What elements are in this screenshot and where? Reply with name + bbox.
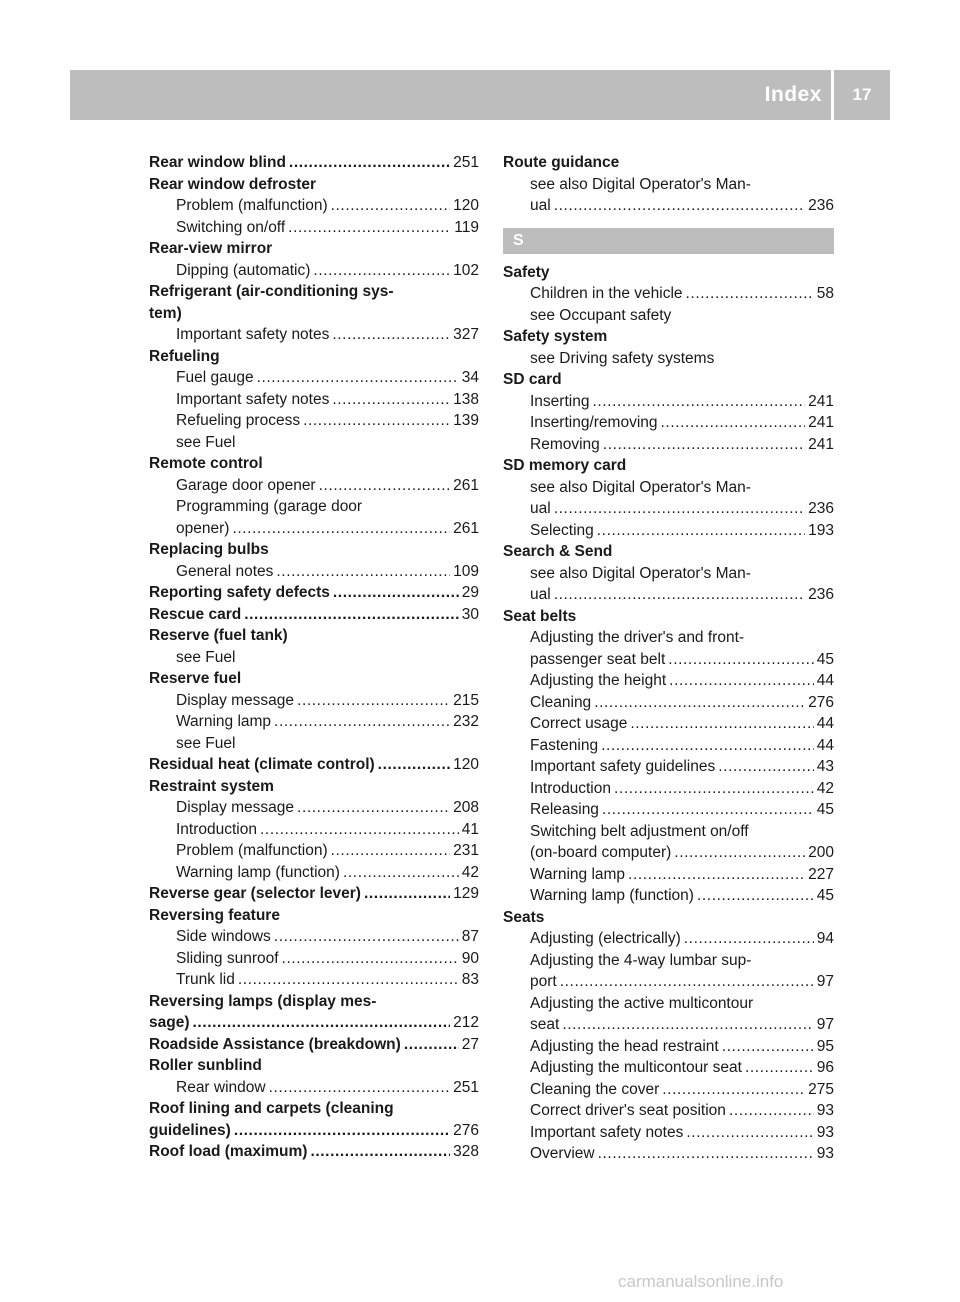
page-reference: 119 <box>454 218 479 236</box>
entry-text: Reverse gear (selector lever) <box>149 885 361 902</box>
page-reference: 41 <box>461 820 479 838</box>
index-entry <box>503 498 834 520</box>
index-entry <box>149 367 479 389</box>
page-reference: 95 <box>816 1037 834 1055</box>
index-entry <box>149 324 479 346</box>
page-reference: 44 <box>816 715 834 732</box>
index-heading: tem) <box>149 304 182 322</box>
page-reference: 97 <box>816 973 834 990</box>
page-reference: 327 <box>453 326 479 343</box>
index-entry <box>503 1079 834 1101</box>
page-reference: 261 <box>453 519 479 537</box>
index-heading: Reversing lamps (display mes- <box>149 992 377 1010</box>
index-entry: see also Digital Operator's Man- <box>530 175 751 193</box>
leader-dots <box>310 1141 450 1163</box>
page-reference: 193 <box>808 521 834 539</box>
index-heading <box>149 754 479 776</box>
index-entry: Adjusting the 4-way lumbar sup- <box>530 951 752 969</box>
index-entry <box>503 713 834 735</box>
leader-dots <box>274 926 459 948</box>
index-entry <box>149 690 479 712</box>
entry-text: Sliding sunroof <box>176 949 279 967</box>
leader-dots <box>274 711 450 733</box>
index-heading: Reserve (fuel tank) <box>149 627 288 644</box>
index-heading: SD memory card <box>503 457 627 474</box>
index-entry <box>149 389 479 411</box>
entry-text: Trunk lid <box>176 971 235 988</box>
index-column-left <box>149 152 479 1163</box>
index-entry <box>149 410 479 432</box>
index-heading <box>149 1141 479 1163</box>
leader-dots <box>257 367 459 389</box>
entry-text: Reporting safety defects <box>149 584 330 601</box>
leader-dots <box>193 1012 451 1034</box>
entry-text: Important safety notes <box>176 390 330 408</box>
leader-dots <box>364 883 450 905</box>
index-entry: see Fuel <box>176 433 236 451</box>
index-entry <box>149 475 479 497</box>
leader-dots <box>554 584 805 606</box>
entry-text: Residual heat (climate control) <box>149 756 375 773</box>
page-reference: 90 <box>461 949 479 967</box>
entry-text: guidelines) <box>149 1121 231 1139</box>
entry-text: Problem (malfunction) <box>176 842 328 859</box>
index-heading <box>149 1012 479 1034</box>
index-entry <box>149 260 479 282</box>
entry-text: Important safety notes <box>176 326 330 343</box>
index-entry <box>503 434 834 456</box>
page-reference: 44 <box>816 736 834 754</box>
index-entry <box>503 928 834 950</box>
entry-text: Correct driver's seat position <box>530 1102 726 1119</box>
leader-dots <box>598 1143 814 1165</box>
page-reference: 129 <box>453 885 479 902</box>
index-entry <box>503 1057 834 1079</box>
index-entry <box>503 391 834 413</box>
page-reference: 232 <box>453 713 479 730</box>
entry-text: Warning lamp (function) <box>530 887 694 904</box>
leader-dots <box>343 862 459 884</box>
index-heading: Reversing feature <box>149 906 280 924</box>
leader-dots <box>601 735 814 757</box>
page-reference: 93 <box>816 1145 834 1162</box>
leader-dots <box>597 520 805 542</box>
leader-dots <box>297 690 450 712</box>
header-title: Index <box>764 83 822 106</box>
index-heading <box>149 883 479 905</box>
page-reference: 34 <box>461 369 479 386</box>
entry-text: Correct usage <box>530 715 628 732</box>
leader-dots <box>661 412 806 434</box>
index-entry <box>503 1036 834 1058</box>
page-reference: 109 <box>453 562 479 580</box>
page-reference: 93 <box>816 1102 834 1119</box>
leader-dots <box>303 410 450 432</box>
leader-dots <box>614 778 814 800</box>
entry-text: (on-board computer) <box>530 844 672 861</box>
index-heading <box>149 152 479 174</box>
page-reference: 44 <box>816 672 834 689</box>
entry-text: Fuel gauge <box>176 369 254 386</box>
leader-dots <box>260 819 459 841</box>
page-reference: 236 <box>808 500 834 517</box>
index-heading <box>149 604 479 626</box>
index-entry: Adjusting the active multicontour <box>530 994 754 1012</box>
leader-dots <box>554 498 805 520</box>
leader-dots <box>282 948 459 970</box>
index-heading: Route guidance <box>503 154 620 171</box>
index-entry <box>503 283 834 305</box>
page-reference: 261 <box>453 476 479 494</box>
index-entry <box>503 1122 834 1144</box>
index-entry <box>503 520 834 542</box>
page-number: 17 <box>852 85 872 104</box>
page-reference: 138 <box>453 390 479 408</box>
entry-text: ual <box>530 500 551 517</box>
entry-text: Display message <box>176 691 295 709</box>
entry-text: passenger seat belt <box>530 650 666 668</box>
page-reference: 94 <box>816 930 834 947</box>
leader-dots <box>668 649 813 671</box>
leader-dots <box>662 1079 805 1101</box>
index-entry: see Occupant safety <box>530 306 672 324</box>
page-reference: 45 <box>816 650 834 668</box>
entry-text: Important safety guidelines <box>530 758 716 775</box>
index-entry <box>149 797 479 819</box>
leader-dots <box>238 969 459 991</box>
page-reference: 275 <box>808 1080 834 1098</box>
page-reference: 276 <box>453 1121 479 1139</box>
index-entry <box>149 518 479 540</box>
index-entry <box>503 799 834 821</box>
page-reference: 276 <box>808 693 834 711</box>
entry-text: Garage door opener <box>176 476 316 494</box>
index-heading: Search & Send <box>503 543 613 560</box>
index-heading: Rear-view mirror <box>149 240 273 257</box>
page-reference: 43 <box>816 758 834 775</box>
leader-dots <box>332 324 450 346</box>
page-reference: 96 <box>816 1059 834 1076</box>
leader-dots <box>554 195 805 217</box>
index-entry <box>503 1143 834 1165</box>
page-reference: 42 <box>461 863 479 881</box>
page-reference: 139 <box>453 412 479 429</box>
index-heading <box>149 1120 479 1142</box>
leader-dots <box>333 582 459 604</box>
index-entry: see also Digital Operator's Man- <box>530 564 751 582</box>
entry-text: Cleaning <box>530 693 592 711</box>
index-entry <box>503 1014 834 1036</box>
entry-text: Adjusting the head restraint <box>530 1037 719 1055</box>
index-heading: Seats <box>503 908 545 926</box>
leader-dots <box>276 561 450 583</box>
entry-text: Inserting/removing <box>530 414 658 431</box>
leader-dots <box>628 864 805 886</box>
page-reference: 45 <box>816 801 834 818</box>
page-reference: 27 <box>461 1035 479 1053</box>
index-entry <box>503 670 834 692</box>
leader-dots <box>630 713 813 735</box>
leader-dots <box>697 885 814 907</box>
leader-dots <box>319 475 451 497</box>
page-reference: 58 <box>816 285 834 302</box>
index-entry <box>503 756 834 778</box>
entry-text: Cleaning the cover <box>530 1080 660 1098</box>
leader-dots <box>686 1122 813 1144</box>
index-entry <box>503 735 834 757</box>
page-reference: 93 <box>816 1123 834 1141</box>
page-reference: 42 <box>816 779 834 797</box>
page-header <box>70 70 890 120</box>
entry-text: ual <box>530 586 551 603</box>
leader-dots <box>674 842 805 864</box>
entry-text: Rescue card <box>149 605 242 623</box>
leader-dots <box>684 928 814 950</box>
entry-text: port <box>530 973 557 990</box>
index-entry <box>149 561 479 583</box>
entry-text: Fastening <box>530 736 599 754</box>
page-reference: 208 <box>453 799 479 816</box>
page-reference: 29 <box>461 584 479 601</box>
index-entry <box>503 649 834 671</box>
entry-text: General notes <box>176 562 274 580</box>
leader-dots <box>313 260 450 282</box>
page-reference: 215 <box>453 691 479 709</box>
entry-text: Adjusting the multicontour seat <box>530 1059 742 1076</box>
index-heading: Restraint system <box>149 777 274 795</box>
index-entry <box>503 864 834 886</box>
page-reference: 30 <box>461 605 479 623</box>
index-entry: see Driving safety systems <box>530 349 715 367</box>
index-heading: Replacing bulbs <box>149 541 269 558</box>
index-heading: Seat belts <box>503 607 577 625</box>
entry-text: Overview <box>530 1145 595 1162</box>
index-heading: SD card <box>503 371 562 388</box>
entry-text: Warning lamp <box>530 865 626 883</box>
index-heading: Refueling <box>149 347 220 365</box>
page-reference: 236 <box>808 586 834 603</box>
entry-text: Introduction <box>176 820 257 838</box>
entry-text: Introduction <box>530 779 611 797</box>
entry-text: Inserting <box>530 392 590 410</box>
leader-dots <box>594 692 805 714</box>
entry-text: Side windows <box>176 928 271 945</box>
leader-dots <box>404 1034 459 1056</box>
entry-text: Problem (malfunction) <box>176 197 328 214</box>
index-column-right <box>503 152 834 1165</box>
entry-text: opener) <box>176 519 230 537</box>
entry-text: Children in the vehicle <box>530 285 683 302</box>
index-entry <box>149 1077 479 1099</box>
entry-text: Display message <box>176 799 295 816</box>
entry-text: Selecting <box>530 521 594 539</box>
leader-dots <box>297 797 450 819</box>
index-heading: Roof lining and carpets (cleaning <box>149 1100 394 1117</box>
entry-text: ual <box>530 197 551 214</box>
entry-text: Releasing <box>530 801 599 818</box>
index-heading: Refrigerant (air-conditioning sys- <box>149 283 394 300</box>
index-heading <box>149 582 479 604</box>
page-reference: 120 <box>453 756 479 773</box>
leader-dots <box>562 1014 813 1036</box>
page-reference: 87 <box>461 928 479 945</box>
leader-dots <box>232 518 450 540</box>
entry-text: Warning lamp (function) <box>176 863 340 881</box>
entry-text: Roof load (maximum) <box>149 1143 308 1160</box>
leader-dots <box>669 670 814 692</box>
leader-dots <box>718 756 814 778</box>
entry-text: Adjusting the height <box>530 672 667 689</box>
index-entry <box>503 778 834 800</box>
page-reference: 328 <box>453 1143 479 1160</box>
index-entry <box>149 840 479 862</box>
index-entry <box>149 711 479 733</box>
page-reference: 236 <box>808 197 834 214</box>
index-entry: see Fuel <box>176 734 236 752</box>
leader-dots <box>603 434 805 456</box>
watermark: carmanualsonline.info <box>618 1272 784 1291</box>
index-entry <box>149 217 479 239</box>
entry-text: Adjusting (electrically) <box>530 930 681 947</box>
index-heading: Roller sunblind <box>149 1057 262 1074</box>
entry-text: Rear window <box>176 1078 266 1096</box>
page-reference: 227 <box>808 865 834 883</box>
entry-text: Important safety notes <box>530 1123 684 1141</box>
page-reference: 241 <box>808 414 834 431</box>
page-reference: 97 <box>816 1016 834 1033</box>
leader-dots <box>592 391 805 413</box>
page-reference: 241 <box>808 435 834 453</box>
index-entry: see also Digital Operator's Man- <box>530 478 751 496</box>
index-heading: Rear window defroster <box>149 175 317 193</box>
leader-dots <box>288 217 451 239</box>
page-reference: 251 <box>453 154 479 171</box>
entry-text: Roadside Assistance (breakdown) <box>149 1035 401 1053</box>
index-entry <box>149 862 479 884</box>
leader-dots <box>686 283 814 305</box>
index-entry <box>149 195 479 217</box>
index-heading: Reserve fuel <box>149 670 242 687</box>
entry-text: Switching on/off <box>176 218 286 236</box>
index-entry: Adjusting the driver's and front- <box>530 629 745 646</box>
entry-text: Warning lamp <box>176 713 272 730</box>
index-entry <box>503 692 834 714</box>
index-entry <box>503 885 834 907</box>
page-reference: 212 <box>453 1014 479 1031</box>
index-entry <box>503 971 834 993</box>
leader-dots <box>244 604 459 626</box>
index-entry <box>149 969 479 991</box>
page-reference: 83 <box>461 971 479 988</box>
index-entry: Switching belt adjustment on/off <box>530 822 749 840</box>
section-letter-bar: S <box>503 228 834 254</box>
leader-dots <box>378 754 450 776</box>
index-entry <box>503 412 834 434</box>
index-group-route <box>503 152 834 217</box>
index-entry <box>149 819 479 841</box>
page-reference: 45 <box>816 887 834 904</box>
page-reference: 120 <box>453 197 479 214</box>
index-entry: see Fuel <box>176 648 236 666</box>
entry-text: Refueling process <box>176 412 301 429</box>
index-entry <box>149 926 479 948</box>
index-entry: Programming (garage door <box>176 498 363 515</box>
index-entry <box>149 948 479 970</box>
page-reference: 241 <box>808 392 834 410</box>
entry-text: Rear window blind <box>149 154 286 171</box>
index-entry <box>503 842 834 864</box>
index-group-s <box>503 262 834 1165</box>
leader-dots <box>602 799 814 821</box>
index-entry <box>503 1100 834 1122</box>
index-heading <box>149 1034 479 1056</box>
entry-text: sage) <box>149 1014 190 1031</box>
entry-text: Removing <box>530 435 600 453</box>
leader-dots <box>722 1036 814 1058</box>
leader-dots <box>331 840 451 862</box>
entry-text: seat <box>530 1016 560 1033</box>
leader-dots <box>234 1120 450 1142</box>
page-reference: 102 <box>453 261 479 279</box>
index-entry <box>503 584 834 606</box>
index-heading: Safety system <box>503 328 608 345</box>
entry-text: Dipping (automatic) <box>176 261 311 279</box>
leader-dots <box>269 1077 451 1099</box>
leader-dots <box>729 1100 814 1122</box>
page-reference: 200 <box>808 844 834 861</box>
leader-dots <box>332 389 450 411</box>
leader-dots <box>745 1057 814 1079</box>
index-heading: Remote control <box>149 455 263 472</box>
index-entry <box>503 195 834 217</box>
leader-dots <box>331 195 451 217</box>
index-heading: Safety <box>503 263 550 281</box>
leader-dots <box>560 971 814 993</box>
page-reference: 231 <box>453 842 479 859</box>
page-reference: 251 <box>453 1078 479 1096</box>
leader-dots <box>289 152 450 174</box>
